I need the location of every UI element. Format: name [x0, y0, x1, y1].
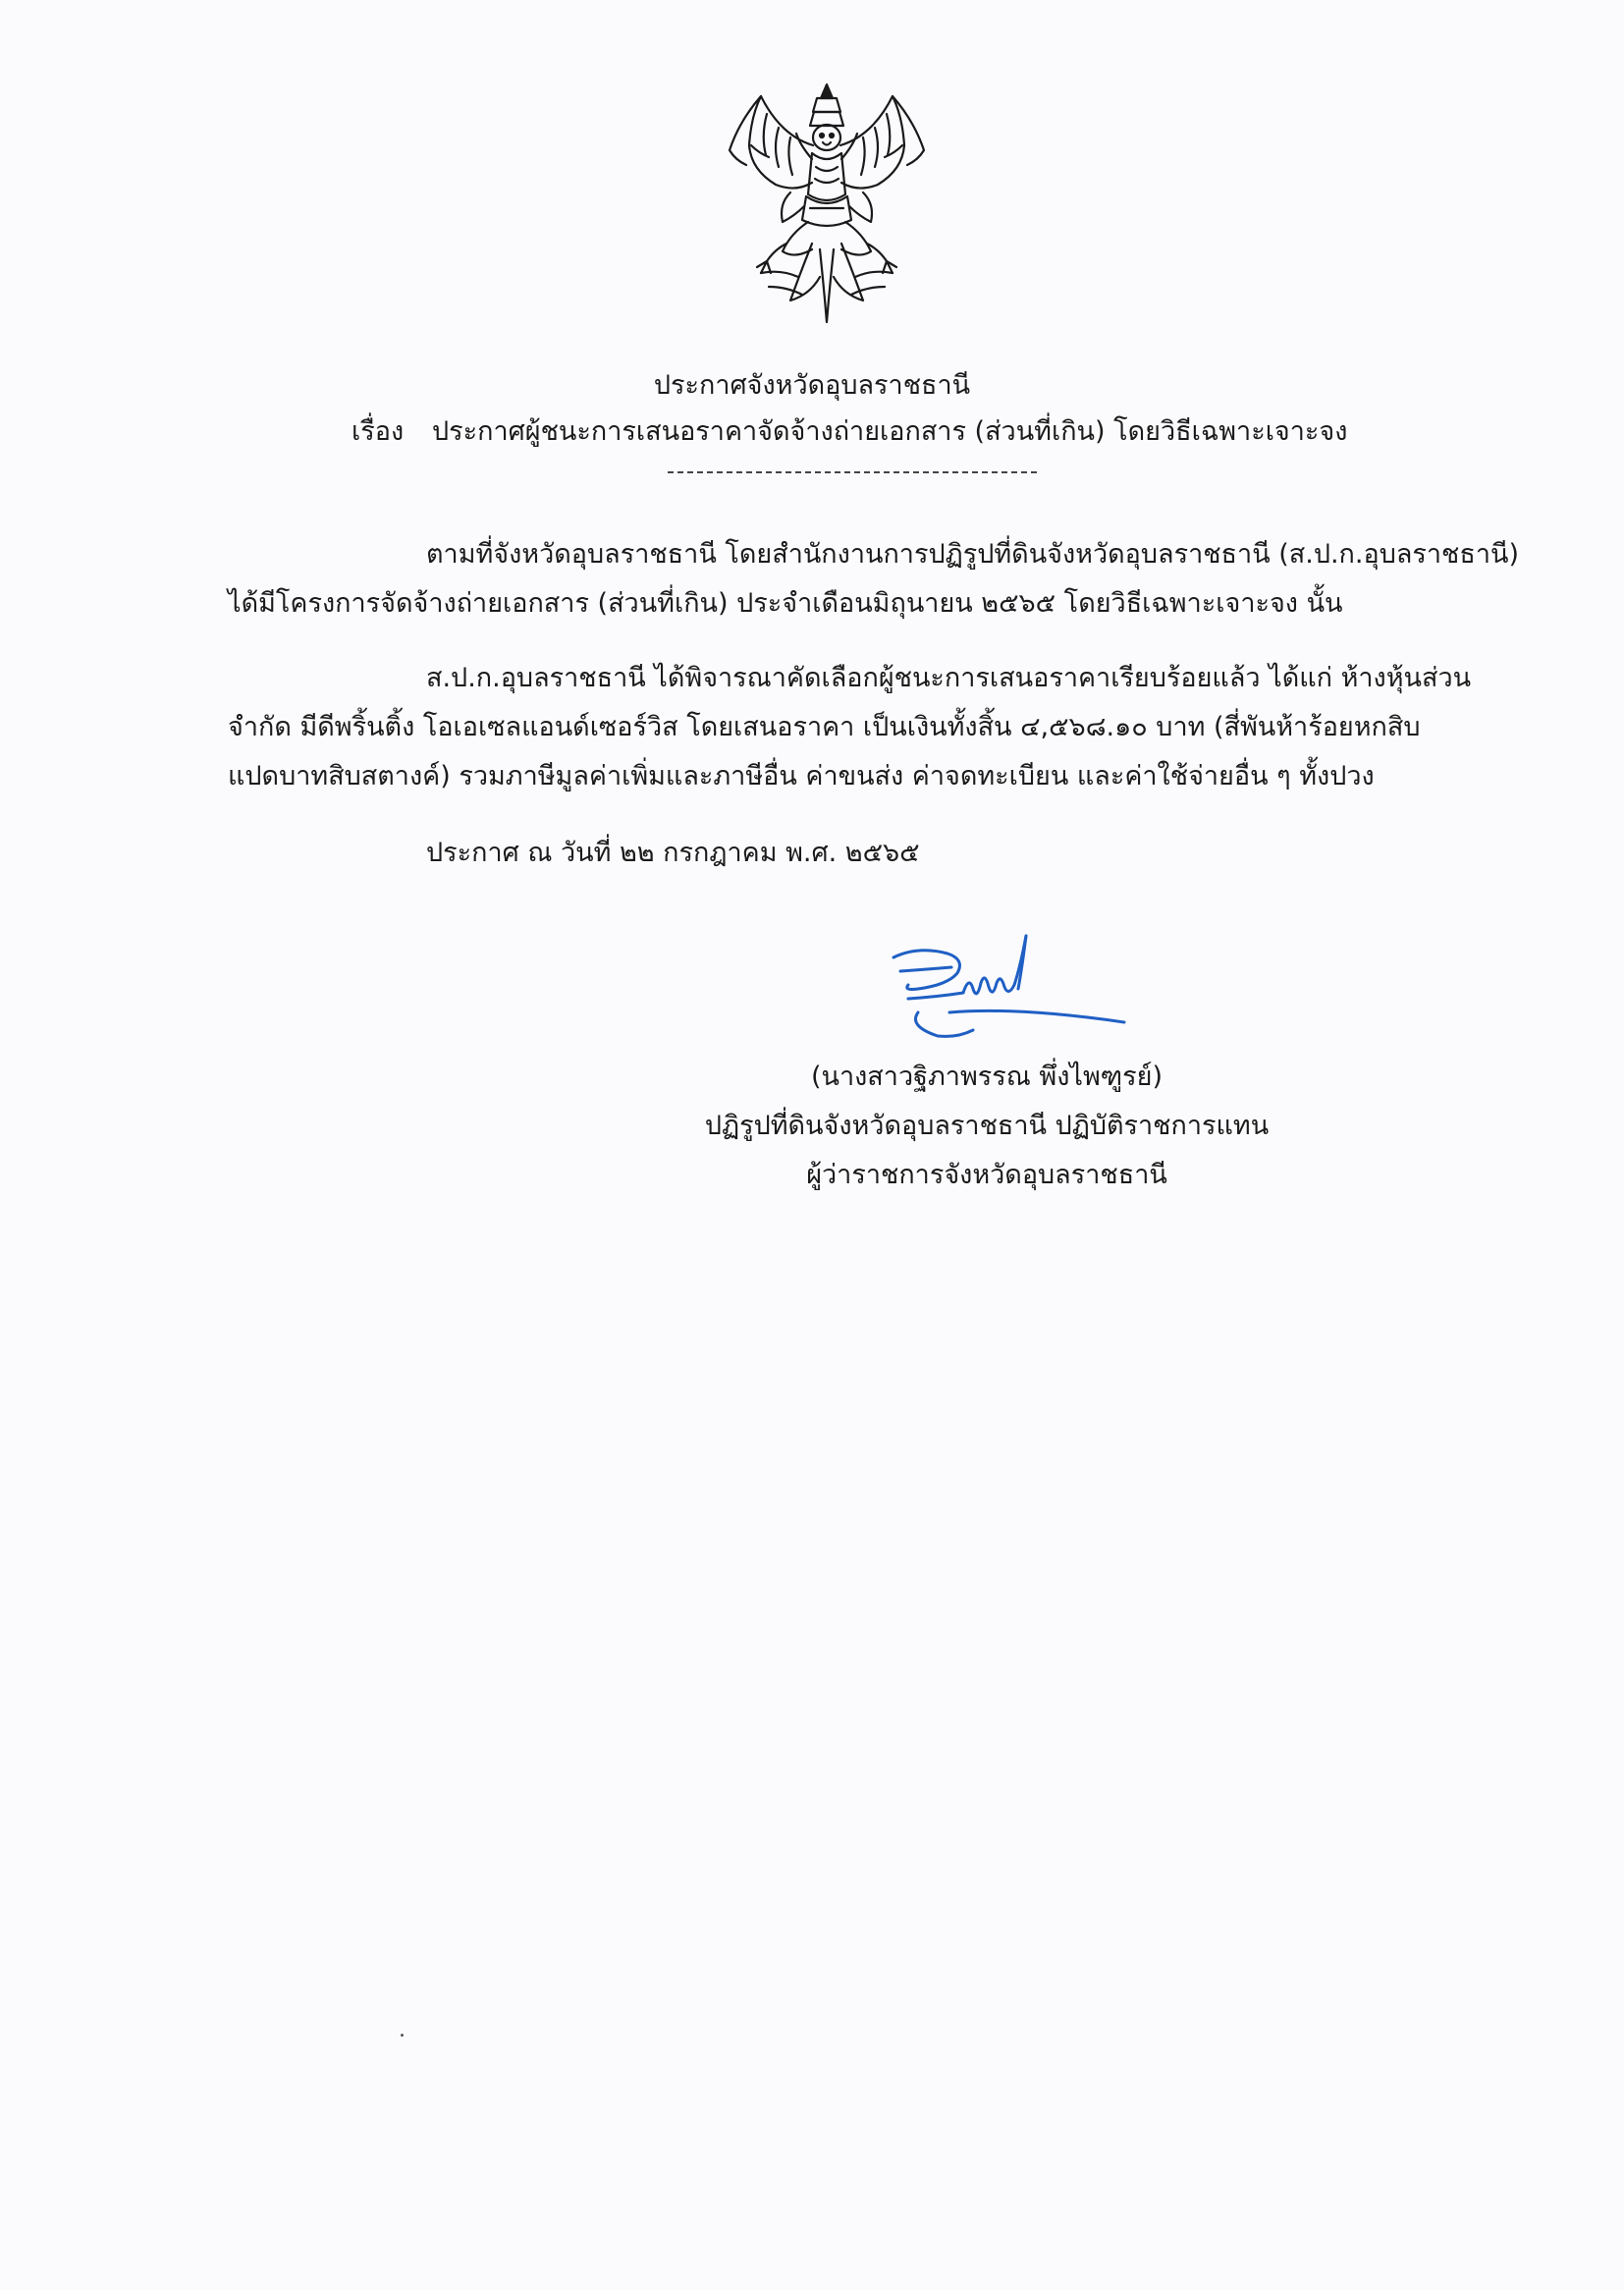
- paragraph-2-line-2: จำกัด มีดีพริ้นติ้ง โอเอเซลแอนด์เซอร์วิส โดยเสนอราคา เป็นเงินทั้งสิ้น ๔,๕๖๘.๑๐ บาท (สี่พันห้าร้อยหกสิบ: [228, 712, 1421, 742]
- subject-label: เรื่อง: [352, 416, 405, 447]
- paragraph-2-line-3: แปดบาทสิบสตางค์) รวมภาษีมูลค่าเพิ่มและภาษีอื่น ค่าขนส่ง ค่าจดทะเบียน และค่าใช้จ่ายอื่น ๆ ทั้งปวง: [228, 761, 1375, 791]
- header-divider: [668, 471, 1037, 473]
- announcement-title: ประกาศจังหวัดอุบลราชธานี: [653, 370, 971, 401]
- signatory-name: (นางสาวฐิภาพรรณ พึ่งไพฑูรย์): [810, 1062, 1164, 1092]
- signatory-position-1: ปฏิรูปที่ดินจังหวัดอุบลราชธานี ปฏิบัติราชการแทน: [704, 1111, 1270, 1141]
- announcement-date: ประกาศ ณ วันที่ ๒๒ กรกฎาคม พ.ศ. ๒๕๖๕: [426, 838, 920, 868]
- subject-text: ประกาศผู้ชนะการเสนอราคาจัดจ้างถ่ายเอกสาร (ส่วนที่เกิน) โดยวิธีเฉพาะเจาะจง: [432, 416, 1348, 447]
- garuda-emblem-icon: [722, 77, 933, 342]
- paragraph-2-line-1: ส.ป.ก.อุบลราชธานี ได้พิจารณาคัดเลือกผู้ชนะการเสนอราคาเรียบร้อยแล้ว ได้แก่ ห้างหุ้นส่วน: [426, 663, 1472, 693]
- paragraph-1-line-1: ตามที่จังหวัดอุบลราชธานี โดยสำนักงานการปฏิรูปที่ดินจังหวัดอุบลราชธานี (ส.ป.ก.อุบลราชธานี): [426, 539, 1519, 570]
- paper-speck: [401, 2034, 404, 2037]
- handwritten-signature: [879, 928, 1134, 1056]
- paragraph-1-line-2: ได้มีโครงการจัดจ้างถ่ายเอกสาร (ส่วนที่เกิน) ประจำเดือนมิถุนายน ๒๕๖๕ โดยวิธีเฉพาะเจาะจง นั้น: [228, 588, 1343, 619]
- signatory-position-2: ผู้ว่าราชการจังหวัดอุบลราชธานี: [806, 1160, 1167, 1190]
